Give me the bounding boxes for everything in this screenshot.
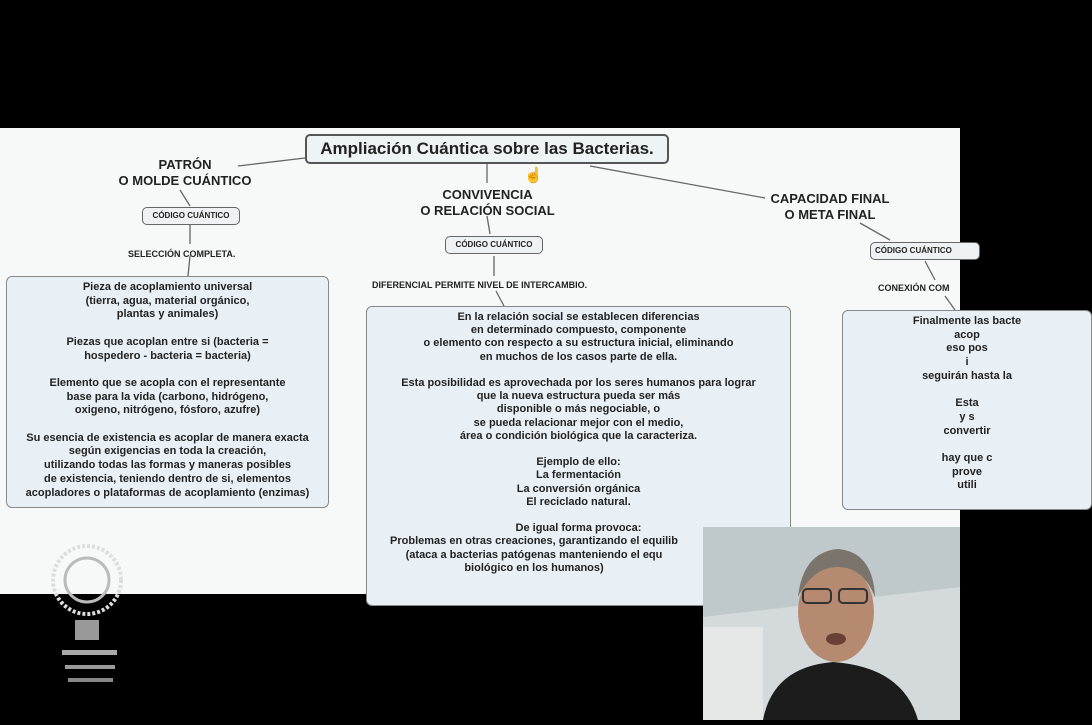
box-text-line: Esta xyxy=(955,397,979,410)
box-text-line: De igual forma provoca: xyxy=(515,522,642,535)
box-text-line: hospedero - bacteria = bacteria) xyxy=(84,349,251,362)
box-text-line: Problemas en otras creaciones, garantizando el equilib xyxy=(390,535,678,548)
webcam-overlay xyxy=(703,527,960,720)
box-text-line: Elemento que se acopla con el representante xyxy=(49,376,286,389)
mind-map-canvas xyxy=(0,128,1022,594)
box-text-line: (tierra, agua, material orgánico, xyxy=(85,294,250,307)
box-text-line xyxy=(367,509,790,522)
box-text-line: utili xyxy=(957,479,977,492)
box-text-line xyxy=(7,363,328,377)
box-text-line: eso pos xyxy=(946,342,988,355)
box-text-line xyxy=(843,384,1091,398)
box-text-line xyxy=(367,364,790,377)
box-text-line: plantas y animales) xyxy=(116,308,219,321)
heading-line: O RELACIÓN SOCIAL xyxy=(420,203,555,218)
box-text-line: y s xyxy=(959,410,975,423)
box-text-line: seguirán hasta la xyxy=(922,369,1012,382)
subtitle-3: CONEXIÓN COM xyxy=(878,283,950,293)
code-node-2[interactable]: CÓDIGO CUÁNTICO xyxy=(445,236,543,254)
box-text-line: que la nueva estructura pueda ser más xyxy=(476,390,681,403)
box-text-line: de existencia, teniendo dentro de si, elementos xyxy=(44,472,291,485)
heading-line: O MOLDE CUÁNTICO xyxy=(118,173,252,188)
branch-heading-convivencia[interactable] xyxy=(395,187,580,219)
box-text-line: convertir xyxy=(943,424,991,437)
content-box-1[interactable] xyxy=(6,276,329,508)
box-text-line: utilizando todas las formas y maneras posibles xyxy=(44,459,291,472)
box-text-line: oxigeno, nitrógeno, fósforo, azufre) xyxy=(74,404,261,417)
box-text-line: en determinado compuesto, componente xyxy=(470,324,687,337)
cursor-hand-icon: ☝ xyxy=(524,167,543,184)
box-text-line: (ataca a bacterias patógenas manteniendo el equ xyxy=(405,548,663,561)
box-text-line: Pieza de acoplamiento universal xyxy=(82,281,253,293)
branch-heading-patron[interactable] xyxy=(95,157,275,189)
box-text-line: acopladores o plataformas de acoplamiento (enzimas) xyxy=(25,486,310,499)
subtitle-1: SELECCIÓN COMPLETA. xyxy=(128,249,236,259)
box-text-line xyxy=(367,443,790,456)
box-text-line: prove xyxy=(952,465,982,478)
box-text-line: o elemento con respecto a su estructura inicial, eliminando xyxy=(423,337,734,350)
box-text-line: El reciclado natural. xyxy=(526,495,631,508)
heading-line: CAPACIDAD FINAL xyxy=(770,191,890,206)
branch-heading-capacidad[interactable] xyxy=(755,191,905,223)
box-text-line xyxy=(7,418,328,432)
box-text-line: acop xyxy=(954,328,980,341)
heading-line: CONVIVENCIA xyxy=(442,187,533,202)
box-text-line: Finalmente las bacte xyxy=(912,315,1022,327)
box-text-line: se pueda relacionar mejor con el medio, xyxy=(473,416,684,429)
box-text-line xyxy=(7,322,328,336)
box-text-line: en muchos de los casos parte de ella. xyxy=(479,350,678,363)
heading-line: PATRÓN xyxy=(158,157,212,172)
box-text-line: Su esencia de existencia es acoplar de manera exacta xyxy=(26,431,309,444)
subtitle-2: DIFERENCIAL PERMITE NIVEL DE INTERCAMBIO. xyxy=(372,280,588,290)
box-text-line: Ejemplo de ello: xyxy=(536,456,621,469)
box-text-line: biológico en los humanos) xyxy=(464,561,604,574)
box-text-line: La conversión orgánica xyxy=(516,482,641,495)
content-box-3[interactable] xyxy=(842,310,1092,510)
box-text-line: base para la vida (carbono, hidrógeno, xyxy=(66,390,269,403)
box-text-line: Esta posibilidad es aprovechada por los seres humanos para lograr xyxy=(401,377,756,389)
box-text-line: i xyxy=(965,356,969,369)
heading-line: O META FINAL xyxy=(784,207,876,222)
box-text-line: área o condición biológica que la caracteriza. xyxy=(459,429,698,442)
presenter-video xyxy=(703,527,960,720)
code-node-3[interactable]: CÓDIGO CUÁNTICO xyxy=(870,242,980,260)
box-text-line: La fermentación xyxy=(536,469,621,482)
box-text-line: hay que c xyxy=(941,452,993,464)
code-node-1[interactable]: CÓDIGO CUÁNTICO xyxy=(142,207,240,225)
box-text-line: según exigencias en toda la creación, xyxy=(68,445,267,458)
box-text-line: Piezas que acoplan entre si (bacteria = xyxy=(66,335,269,348)
box-text-line: En la relación social se establecen diferencias xyxy=(457,311,700,323)
box-text-line xyxy=(843,438,1091,452)
box-text-line: disponible o más negociable, o xyxy=(496,403,661,416)
map-title[interactable]: Ampliación Cuántica sobre las Bacterias. xyxy=(305,134,669,164)
institution-seal-logo xyxy=(40,540,135,690)
